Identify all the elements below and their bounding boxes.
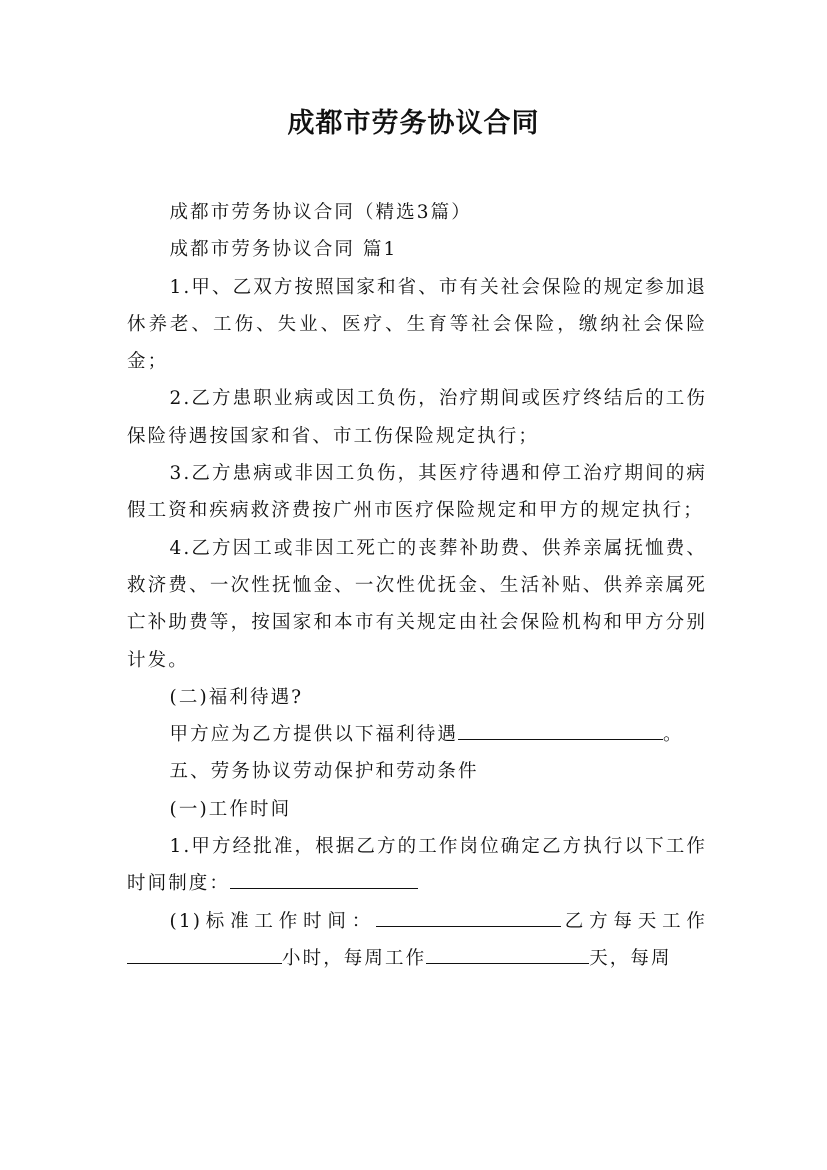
paragraph-welfare (127, 716, 707, 753)
paragraph-subtitle: 成都市劳务协议合同（精选3篇） (169, 202, 472, 223)
daily-hours-blank-line (127, 944, 282, 964)
standard-hours-label: (1)标准工作时间： (169, 910, 377, 932)
welfare-period: 。 (662, 724, 684, 746)
document-body (127, 194, 707, 977)
weekly-suffix: 天，每周 (589, 947, 672, 969)
welfare-text: 甲方应为乙方提供以下福利待遇 (169, 724, 458, 746)
standard-hours-blank-line (376, 906, 561, 926)
paragraph-section-heading: 成都市劳务协议合同 篇1 (169, 239, 398, 261)
worktime-text: 1.甲方经批准，根据乙方的工作岗位确定乙方执行以下工作时间制度： (127, 836, 707, 895)
weekly-work-label: 小时，每周工作 (282, 947, 427, 969)
paragraph-welfare-heading: (二)福利待遇? (169, 686, 304, 708)
paragraph-worktime-heading: (一)工作时间 (169, 798, 292, 820)
paragraph-clause-4: 4.乙方因工或非因工死亡的丧葬补助费、供养亲属抚恤费、救济费、一次性抚恤金、一次性优抚金、生活补贴、供养亲属死亡补助费等，按国家和本市有关规定由社会保险机构和甲方分别计发。 (127, 537, 707, 671)
paragraph-clause-3: 3.乙方患病或非因工负伤，其医疗待遇和停工治疗期间的病假工资和疾病救济费按广州市医疗保险规定和甲方的规定执行； (127, 463, 707, 522)
paragraph-standard-hours (127, 903, 707, 978)
worktime-blank-line (230, 869, 418, 889)
paragraph-chapter-heading: 五、劳务协议劳动保护和劳动条件 (169, 761, 479, 783)
daily-work-label: 乙方每天工作 (561, 910, 707, 932)
paragraph-clause-1: 1.甲、乙双方按照国家和省、市有关社会保险的规定参加退休养老、工伤、失业、医疗、生育等社会保险，缴纳社会保险金； (127, 276, 707, 373)
welfare-blank-line (458, 720, 663, 740)
document-title: 成都市劳务协议合同 (287, 108, 540, 139)
paragraph-worktime-1 (127, 828, 707, 903)
weekly-days-blank-line (426, 944, 589, 964)
paragraph-clause-2: 2.乙方患职业病或因工负伤，治疗期间或医疗终结后的工伤保险待遇按国家和省、市工伤保险规定执行； (127, 388, 707, 447)
